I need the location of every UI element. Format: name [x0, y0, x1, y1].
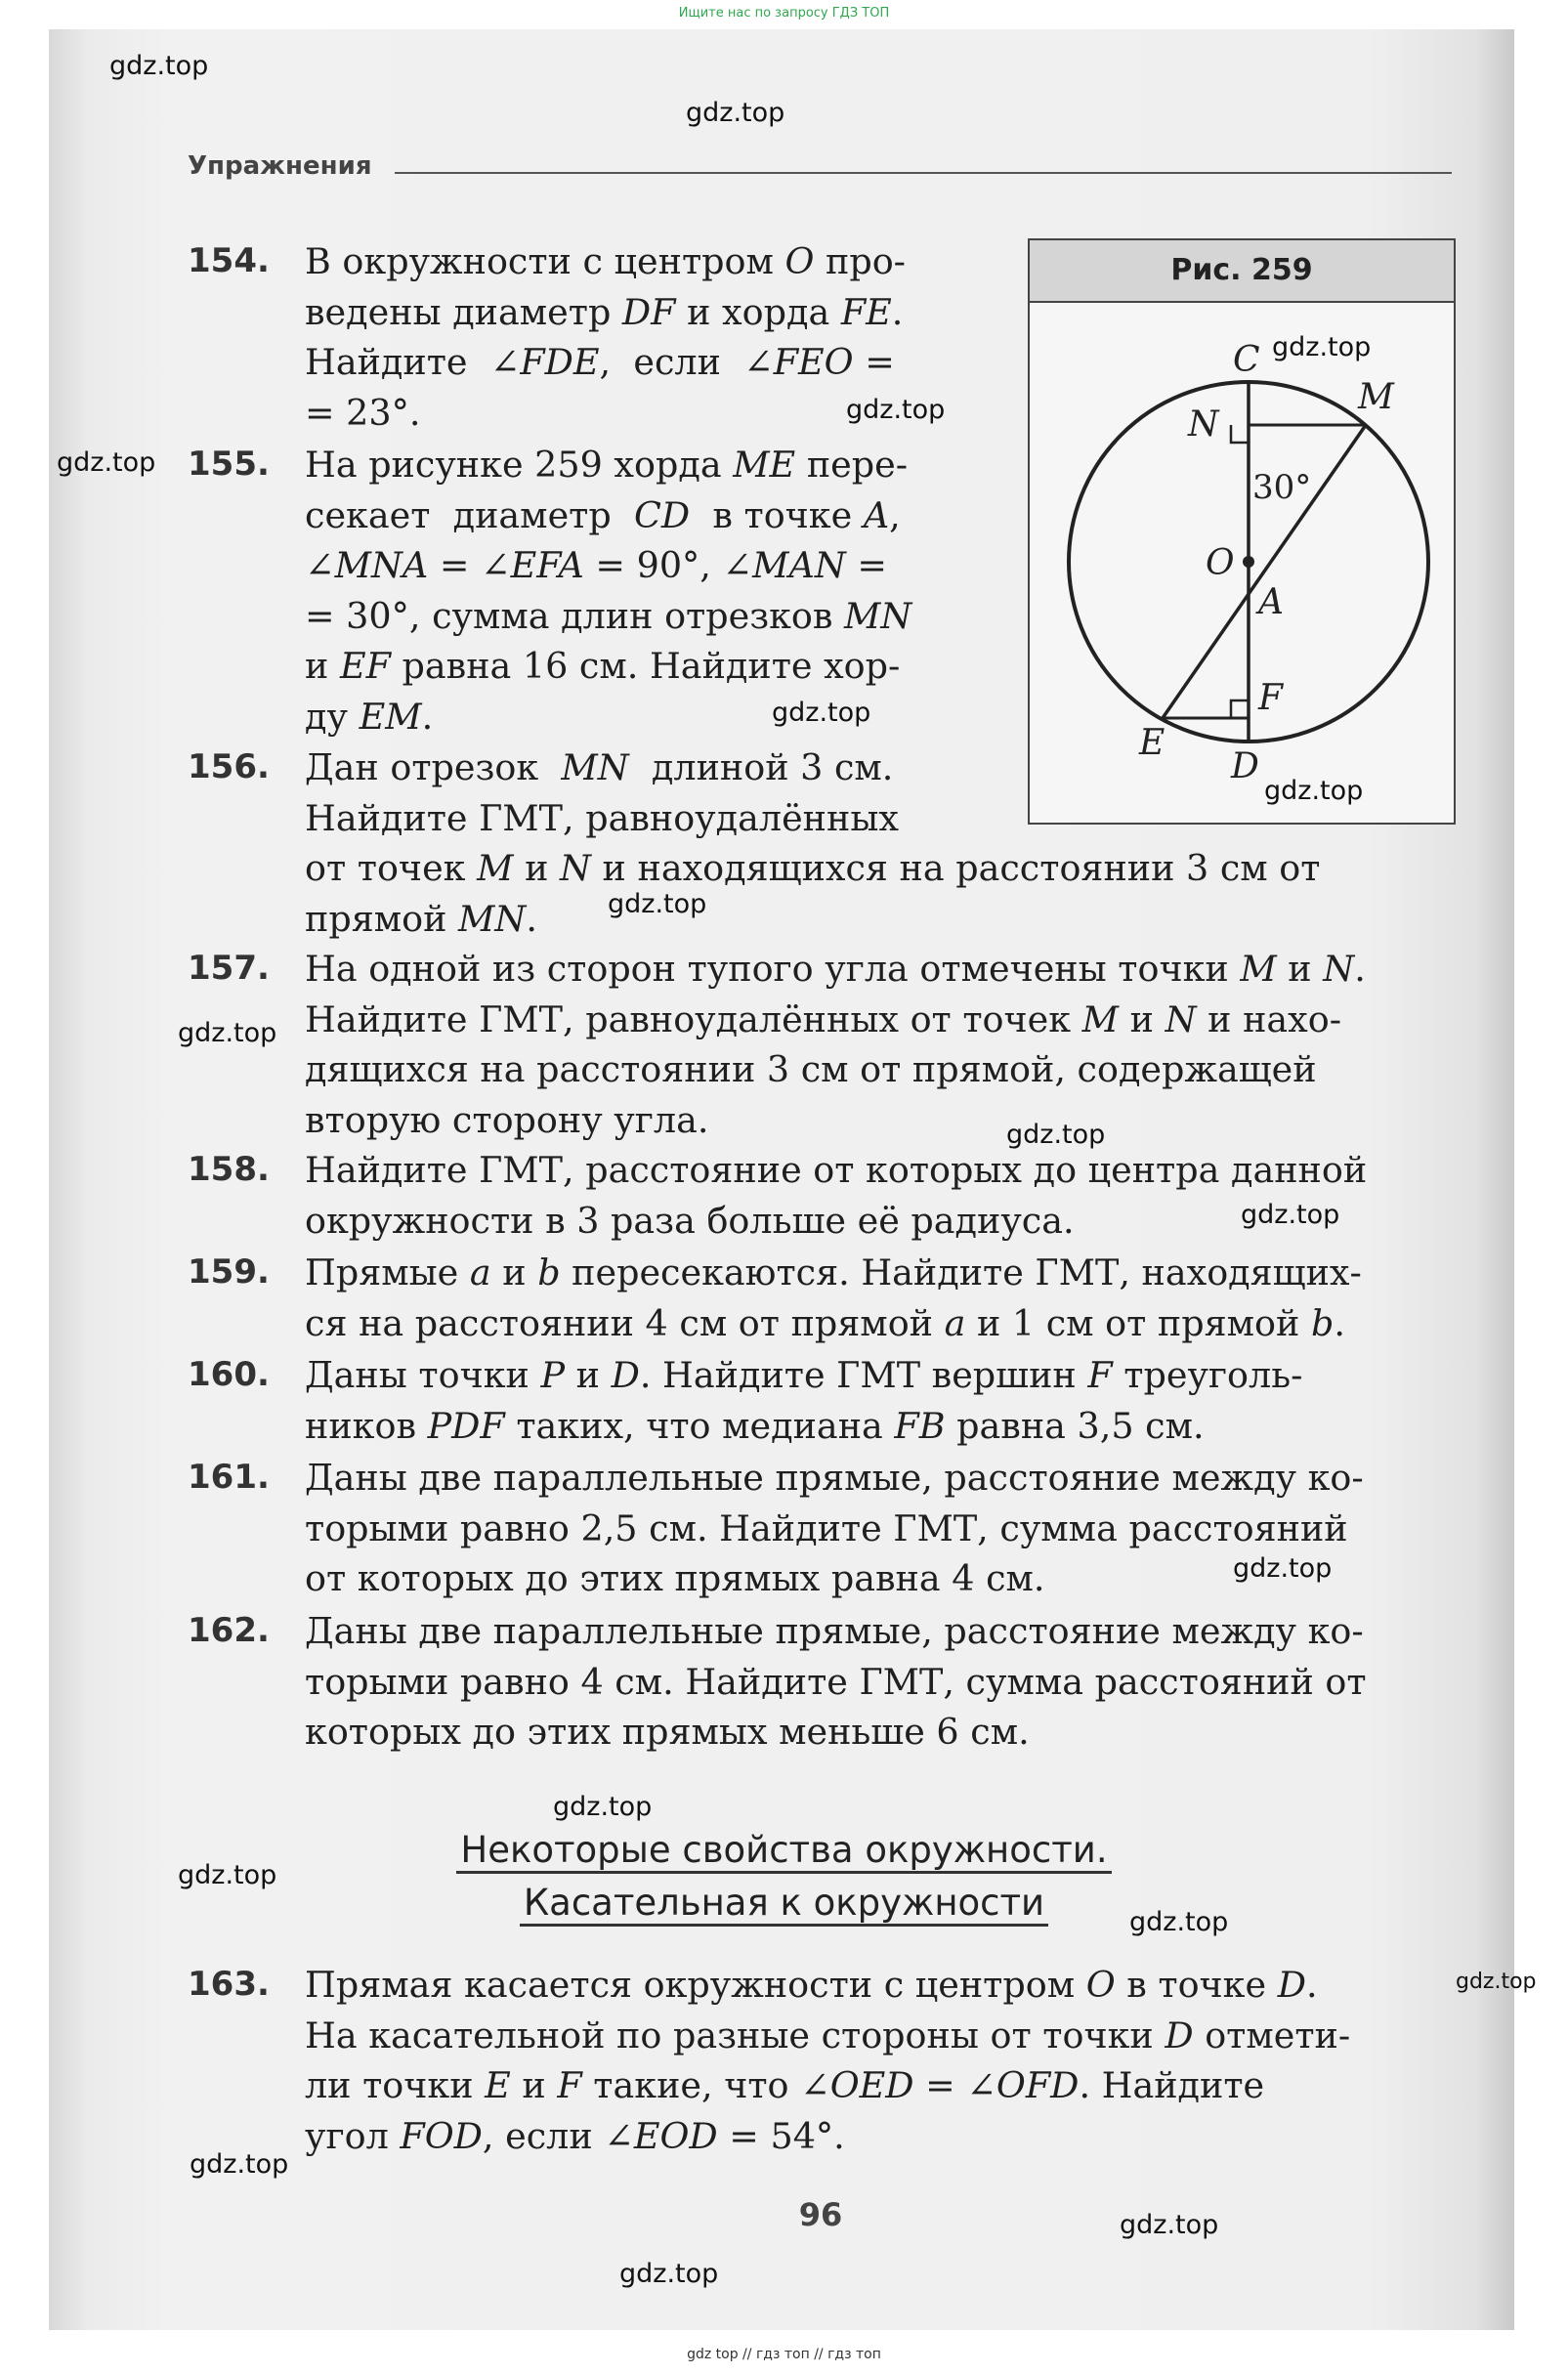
watermark: gdz.top: [1233, 1553, 1333, 1584]
exercise-line: секает диаметр CD в точке A,: [305, 493, 901, 536]
exercise-line: которых до этих прямых меньше 6 см.: [305, 1711, 1030, 1753]
exercise-line: вторую сторону угла.: [305, 1098, 709, 1141]
watermark: gdz.top: [686, 98, 785, 128]
exercise-line: от точек M и N и находящихся на расстоянии 3 см от: [305, 847, 1321, 889]
exercise-line: = 23°.: [305, 391, 421, 434]
watermark: gdz.top: [1272, 332, 1372, 362]
exercise-text: [305, 1248, 1362, 1348]
section-heading: Упражнения: [188, 151, 372, 181]
watermark: gdz.top: [772, 698, 871, 728]
exercise-text: [305, 1350, 1302, 1451]
exercise-line: окружности в 3 раза больше её радиуса.: [305, 1199, 1075, 1242]
top-banner[interactable]: Ищите нас по запросу ГДЗ ТОП: [678, 6, 890, 21]
exercise-line: Прямые a и b пересекаются. Найдите ГМТ, находящих-: [305, 1251, 1362, 1293]
exercise-number: 162.: [188, 1611, 270, 1650]
right-angle-f: [1231, 700, 1249, 718]
exercise-line: Даны две параллельные прямые, расстояние между ко-: [305, 1457, 1364, 1499]
watermark: gdz.top: [1456, 1970, 1537, 1994]
exercise-line: Найдите ГМТ, равноудалённых от точек M и N и нахо-: [305, 997, 1342, 1040]
watermark: gdz.top: [1241, 1200, 1340, 1230]
exercise-text: [305, 236, 906, 438]
exercise-line: ли точки E и F такие, что ∠OED = ∠OFD. Найдите: [305, 2064, 1265, 2106]
exercise-number: 157.: [188, 949, 270, 988]
subsection-title-1: Некоторые свойства окружности.: [0, 1829, 1568, 1871]
exercise-line: торыми равно 4 см. Найдите ГМТ, сумма расстояний от: [305, 1660, 1367, 1703]
label-e: E: [1139, 723, 1165, 763]
exercise-line: ся на расстоянии 4 см от прямой a и 1 см от прямой b.: [305, 1301, 1345, 1344]
exercise-line: и EF равна 16 см. Найдите хор-: [305, 645, 901, 687]
label-o: O: [1206, 543, 1235, 583]
section-divider: [395, 172, 1452, 174]
watermark: gdz.top: [619, 2259, 719, 2289]
exercise-number: 156.: [188, 747, 270, 786]
exercise-number: 161.: [188, 1458, 270, 1497]
center-point: [1243, 556, 1254, 568]
exercise-line: Даны две параллельные прямые, расстояние между ко-: [305, 1610, 1364, 1652]
exercise-line: ∠MNA = ∠EFA = 90°, ∠MAN =: [305, 544, 887, 586]
exercise-line: ников PDF таких, что медиана FB равна 3,5 см.: [305, 1404, 1205, 1447]
exercise-line: Дан отрезок MN длиной 3 см.: [305, 746, 894, 788]
exercise-line: ведены диаметр DF и хорда FE.: [305, 290, 904, 333]
exercise-line: Найдите ГМТ, равноудалённых: [305, 796, 899, 839]
label-d: D: [1231, 746, 1259, 786]
exercise-line: Найдите ГМТ, расстояние от которых до центра данной: [305, 1149, 1368, 1191]
watermark: gdz.top: [190, 2149, 289, 2180]
exercise-number: 155.: [188, 445, 270, 484]
exercise-text: [305, 944, 1366, 1145]
label-f: F: [1258, 678, 1283, 718]
watermark: gdz.top: [846, 395, 946, 425]
label-m: M: [1358, 377, 1394, 417]
watermark: gdz.top: [1120, 2210, 1219, 2240]
watermark: gdz.top: [57, 447, 156, 478]
exercise-number: 163.: [188, 1965, 270, 2004]
label-a: A: [1258, 582, 1284, 622]
figure-title: Рис. 259: [1030, 240, 1454, 303]
exercise-line: прямой MN.: [305, 897, 537, 940]
subsection-title-2: Касательная к окружности: [0, 1882, 1568, 1924]
exercise-number: 158.: [188, 1150, 270, 1189]
exercise-text: [305, 1453, 1364, 1604]
label-angle-30: 30°: [1252, 468, 1312, 507]
exercise-line: Даны точки P и D. Найдите ГМТ вершин F треуголь-: [305, 1354, 1303, 1396]
exercise-line: На одной из сторон тупого угла отмечены точки M и N.: [305, 948, 1366, 990]
exercise-text: [305, 742, 1320, 944]
watermark: gdz.top: [178, 1018, 277, 1048]
exercise-text: [305, 1960, 1350, 2161]
exercise-line: В окружности с центром O про-: [305, 240, 907, 282]
exercise-number: 154.: [188, 241, 270, 280]
watermark: gdz.top: [553, 1792, 653, 1822]
footer-banner[interactable]: gdz top // гдз топ // гдз топ: [687, 2347, 881, 2362]
exercise-line: от которых до этих прямых равна 4 см.: [305, 1557, 1045, 1599]
watermark: gdz.top: [1129, 1907, 1229, 1937]
exercise-line: угол FOD, если ∠EOD = 54°.: [305, 2114, 845, 2157]
watermark: gdz.top: [109, 51, 209, 81]
exercise-line: дящихся на расстоянии 3 см от прямой, содержащей: [305, 1048, 1317, 1090]
watermark: gdz.top: [178, 1860, 277, 1890]
exercise-line: торыми равно 2,5 см. Найдите ГМТ, сумма расстояний: [305, 1506, 1348, 1549]
exercise-text: [305, 440, 911, 742]
exercise-number: 160.: [188, 1355, 270, 1394]
exercise-number: 159.: [188, 1252, 270, 1292]
watermark: gdz.top: [1264, 776, 1364, 806]
exercise-line: ду EM.: [305, 695, 434, 738]
watermark: gdz.top: [608, 889, 707, 919]
watermark: gdz.top: [1006, 1120, 1106, 1150]
label-n: N: [1188, 404, 1219, 445]
exercise-line: На рисунке 259 хорда ME пере-: [305, 444, 909, 486]
right-angle-n: [1231, 425, 1249, 443]
exercise-line: Найдите ∠FDE, если ∠FEO =: [305, 341, 895, 383]
exercise-text: [305, 1606, 1367, 1758]
figure-259: [1028, 238, 1456, 825]
page-number: 96: [798, 2196, 843, 2233]
exercise-line: = 30°, сумма длин отрезков MN: [305, 594, 912, 637]
exercise-line: На касательной по разные стороны от точки D отмети-: [305, 2014, 1351, 2056]
exercise-line: Прямая касается окружности с центром O в точке D.: [305, 1964, 1318, 2006]
label-c: C: [1233, 340, 1260, 380]
exercise-text: [305, 1145, 1367, 1246]
